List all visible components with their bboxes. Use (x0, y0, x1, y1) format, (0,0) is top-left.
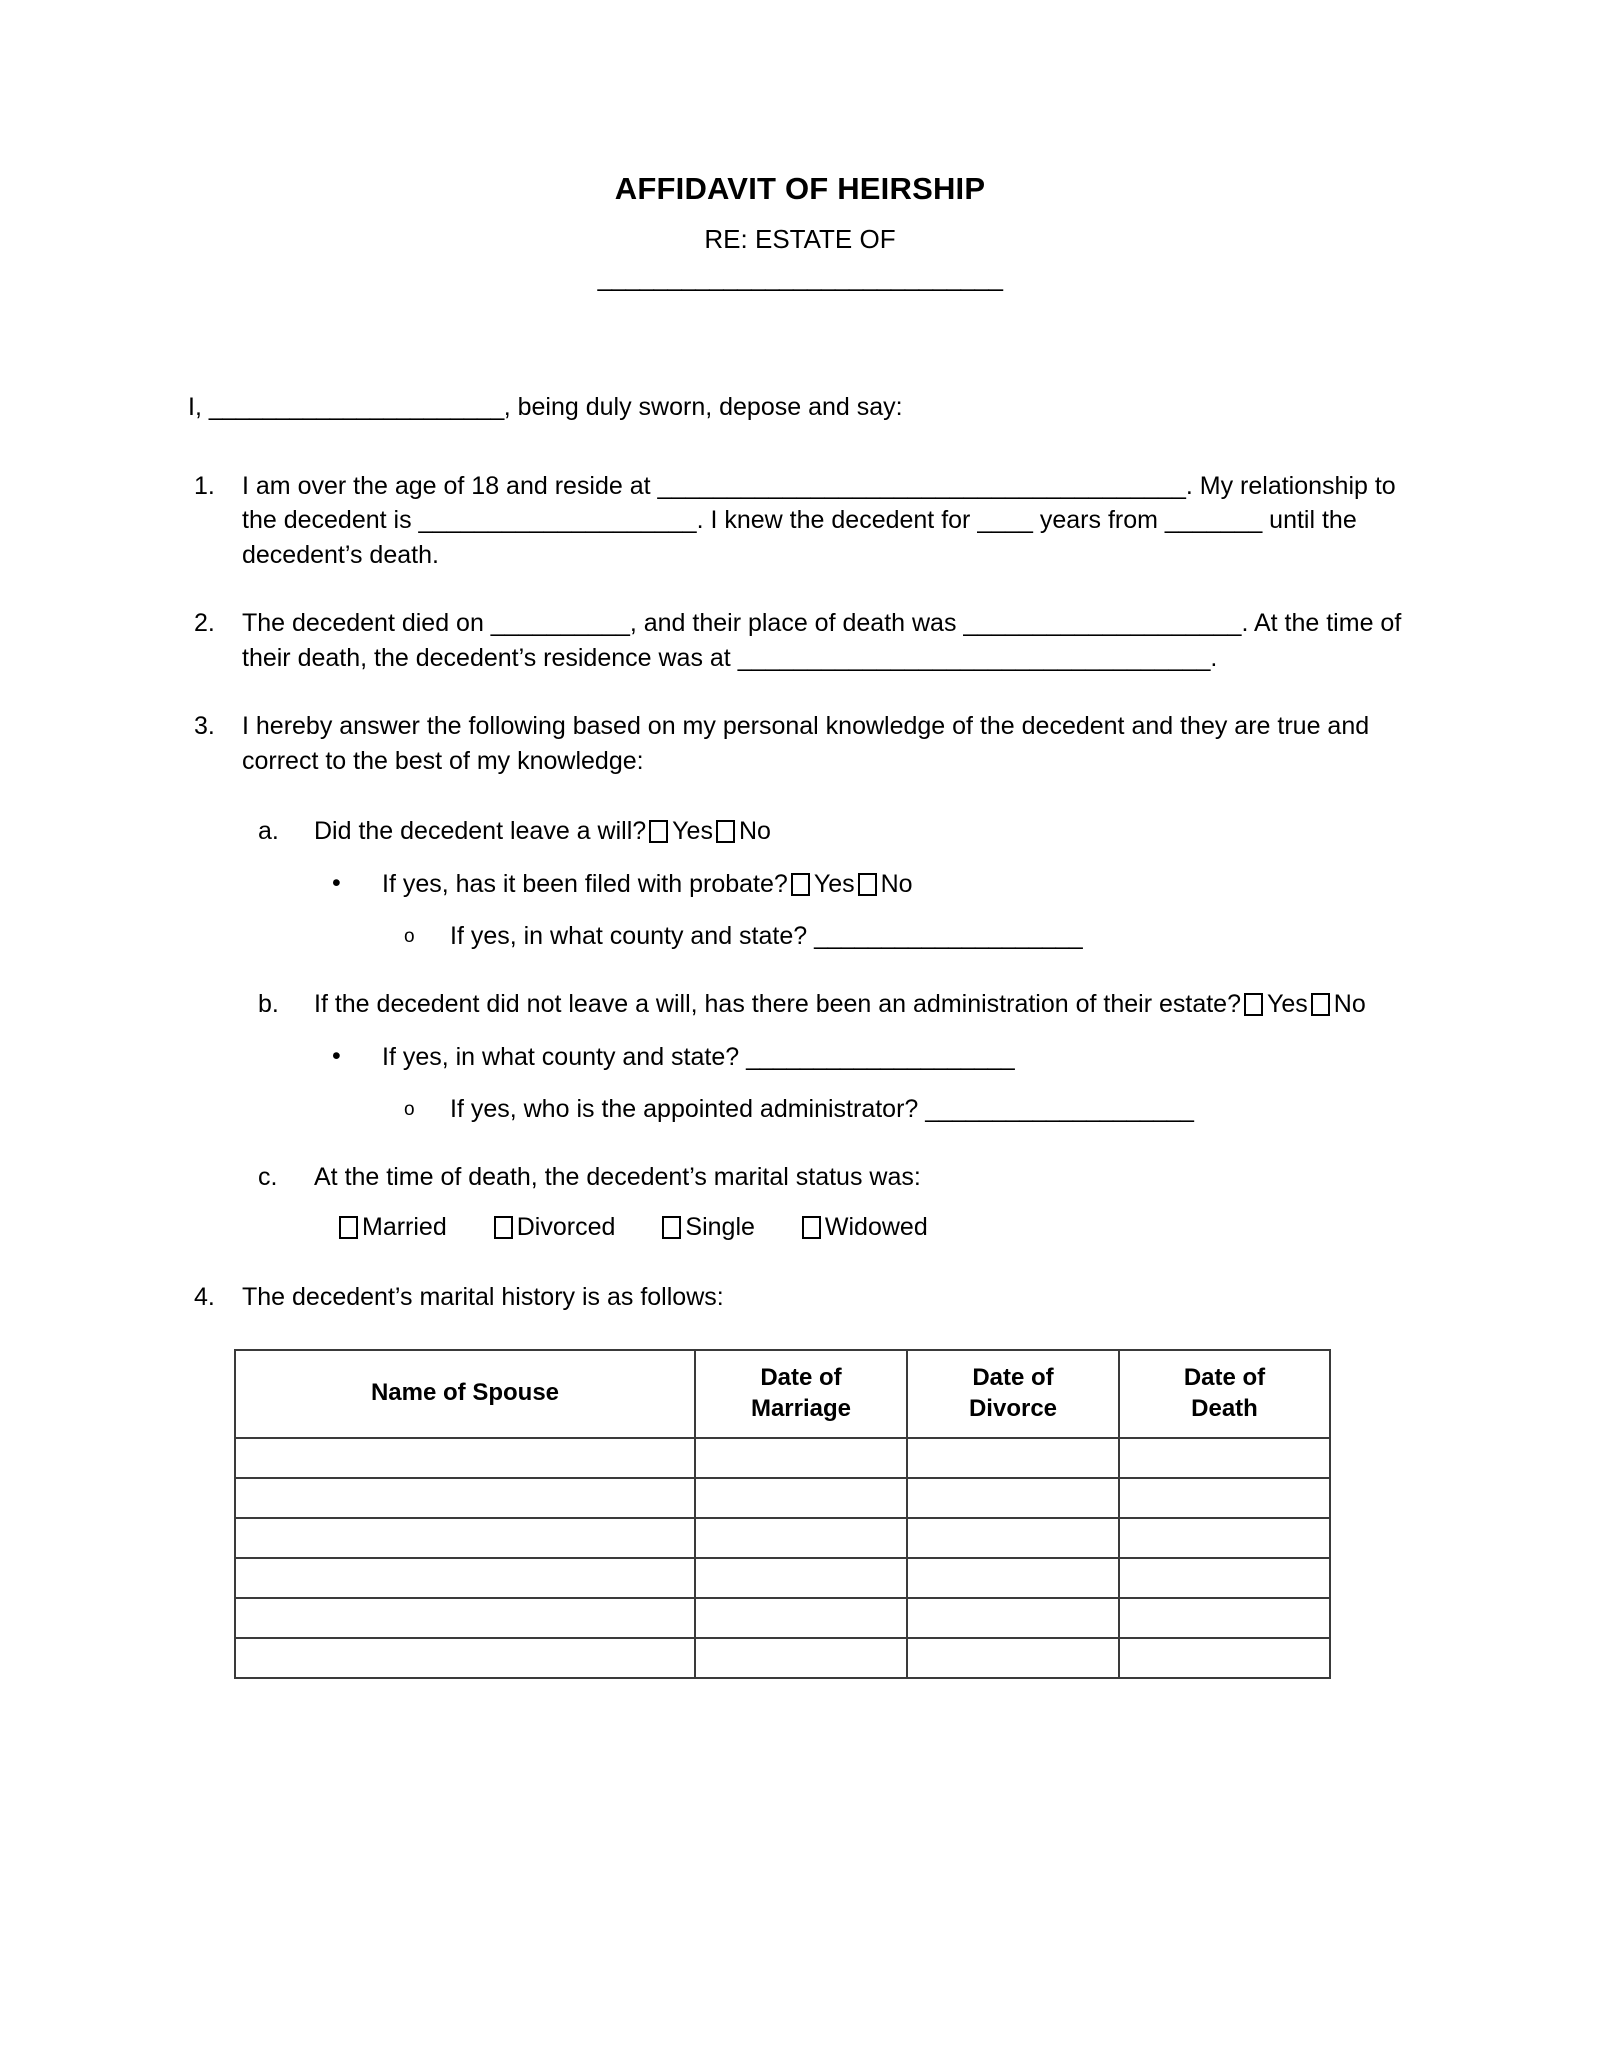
probate-filed-text: If yes, has it been filed with probate? (382, 870, 788, 899)
cell-date-marriage[interactable] (695, 1598, 907, 1638)
cell-date-divorce[interactable] (907, 1558, 1119, 1598)
cell-date-marriage[interactable] (695, 1438, 907, 1478)
cell-date-death[interactable] (1119, 1518, 1330, 1558)
cell-spouse-name[interactable] (235, 1558, 695, 1598)
table-row (235, 1518, 1330, 1558)
table-header (235, 1350, 1330, 1438)
sub-question-a-text: Did the decedent leave a will? (314, 817, 647, 846)
single-checkbox[interactable] (662, 1216, 681, 1239)
item-3-marker: 3. (194, 712, 215, 741)
cell-date-death[interactable] (1119, 1478, 1330, 1518)
column-header-death-line-1: Date of (1183, 1364, 1266, 1392)
widowed-label: Widowed (824, 1213, 928, 1242)
table-header-row (235, 1350, 1330, 1438)
probate-yes-checkbox[interactable] (791, 873, 810, 896)
cell-date-marriage[interactable] (695, 1478, 907, 1518)
probate-no-label: No (880, 870, 913, 899)
probate-bullet-list (314, 866, 1420, 955)
table-row (235, 1438, 1330, 1478)
circle-bullet-icon: o (404, 925, 415, 947)
bullet-icon: • (332, 869, 341, 898)
cell-date-divorce[interactable] (907, 1438, 1119, 1478)
administration-no-label: No (1333, 990, 1366, 1019)
divorced-label: Divorced (516, 1213, 616, 1242)
marital-status-option-divorced[interactable] (491, 1208, 616, 1246)
item-2-marker: 2. (194, 609, 215, 638)
administrator-list (382, 1091, 1420, 1129)
table-row (235, 1558, 1330, 1598)
item-1-text: I am over the age of 18 and reside at ______________________________________. My relationship to the decedent is ____________________. I knew the decedent for ____ years from _______ until the decedent’s death. (242, 471, 1396, 569)
numbered-items-list (180, 469, 1420, 1315)
item-2-text: The decedent died on __________, and their place of death was ____________________. At the time of their death, the decedent’s residence was at __________________________________. (242, 609, 1402, 672)
probate-county-blank[interactable]: ____________________ (814, 921, 1083, 950)
cell-spouse-name[interactable] (235, 1438, 695, 1478)
table-row (235, 1638, 1330, 1678)
marital-status-option-widowed[interactable] (799, 1208, 928, 1246)
probate-filed-question (314, 866, 1420, 955)
probate-county-question (382, 918, 1420, 956)
marital-history-table (234, 1349, 1331, 1679)
administration-no-checkbox[interactable] (1311, 993, 1330, 1016)
table-row (235, 1598, 1330, 1638)
cell-date-divorce[interactable] (907, 1518, 1119, 1558)
column-header-marriage-line-2: Marriage (750, 1394, 852, 1422)
administration-county-blank[interactable]: ____________________ (746, 1043, 1015, 1072)
sub-question-b-marker: b. (258, 990, 279, 1019)
marital-history-table-wrapper (234, 1349, 1420, 1679)
widowed-checkbox[interactable] (802, 1216, 821, 1239)
marital-status-option-single[interactable] (659, 1208, 755, 1246)
administration-yes-label: Yes (1266, 990, 1308, 1019)
intro-prefix: I, (188, 393, 209, 422)
list-item-1 (180, 469, 1420, 573)
column-header-divorce-line-1: Date of (972, 1364, 1054, 1392)
item-4-text: The decedent’s marital history is as follows: (242, 1283, 724, 1312)
cell-date-marriage[interactable] (695, 1638, 907, 1678)
sub-question-a-marker: a. (258, 817, 279, 846)
cell-date-divorce[interactable] (907, 1638, 1119, 1678)
affiant-intro-line (180, 391, 1420, 425)
estate-name-blank[interactable]: _____________________________ (597, 262, 1003, 293)
married-label: Married (362, 1213, 447, 1242)
column-header-date-of-divorce (907, 1350, 1119, 1438)
item-3-text: I hereby answer the following based on my personal knowledge of the decedent and they are true and correct to the best of my knowledge: (242, 712, 1370, 775)
item-4-marker: 4. (194, 1283, 215, 1312)
probate-county-list (382, 918, 1420, 956)
marital-status-option-married[interactable] (336, 1208, 447, 1246)
cell-date-divorce[interactable] (907, 1478, 1119, 1518)
cell-date-death[interactable] (1119, 1598, 1330, 1638)
administrator-name-blank[interactable]: ____________________ (925, 1094, 1194, 1123)
sub-question-c-text: At the time of death, the decedent’s marital status was: (314, 1163, 921, 1192)
marital-status-options (314, 1208, 1420, 1246)
circle-bullet-icon: o (404, 1098, 415, 1120)
table-body (235, 1438, 1330, 1678)
sub-question-a (242, 812, 1420, 955)
column-header-marriage-line-1: Date of (760, 1364, 842, 1392)
page-title: AFFIDAVIT OF HEIRSHIP (614, 171, 986, 206)
column-header-date-of-death (1119, 1350, 1330, 1438)
sub-question-c (242, 1158, 1420, 1246)
will-no-label: No (738, 817, 771, 846)
affiant-name-blank[interactable]: ______________________ (208, 393, 504, 422)
cell-date-divorce[interactable] (907, 1598, 1119, 1638)
list-item-3 (180, 709, 1420, 1246)
sub-questions-list (242, 812, 1420, 1246)
probate-no-checkbox[interactable] (858, 873, 877, 896)
will-yes-checkbox[interactable] (649, 820, 668, 843)
cell-date-death[interactable] (1119, 1438, 1330, 1478)
administration-bullet-list (314, 1039, 1420, 1128)
document-sheet (180, 0, 1420, 1679)
cell-date-marriage[interactable] (695, 1518, 907, 1558)
administration-yes-checkbox[interactable] (1244, 993, 1263, 1016)
cell-spouse-name[interactable] (235, 1598, 695, 1638)
administration-county-question (314, 1039, 1420, 1128)
administrator-question (382, 1091, 1420, 1129)
probate-yes-label: Yes (813, 870, 855, 899)
divorced-checkbox[interactable] (494, 1216, 513, 1239)
document-subtitle: RE: ESTATE OF (704, 223, 896, 254)
sub-question-b (242, 985, 1420, 1128)
cell-spouse-name[interactable] (235, 1638, 695, 1678)
column-header-name-of-spouse (235, 1350, 695, 1438)
sub-question-b-text: If the decedent did not leave a will, has there been an administration of their estate? (314, 990, 1241, 1019)
table-row (235, 1478, 1330, 1518)
probate-county-text: If yes, in what county and state? (450, 921, 808, 950)
item-1-marker: 1. (194, 471, 215, 500)
will-no-checkbox[interactable] (716, 820, 735, 843)
cell-date-death[interactable] (1119, 1558, 1330, 1598)
cell-spouse-name[interactable] (235, 1478, 695, 1518)
will-yes-label: Yes (672, 817, 713, 846)
intro-suffix: , being duly sworn, depose and say: (503, 393, 903, 422)
married-checkbox[interactable] (339, 1216, 358, 1239)
administration-county-text: If yes, in what county and state? (382, 1043, 740, 1072)
sub-question-c-marker: c. (258, 1163, 278, 1192)
list-item-2 (180, 606, 1420, 675)
column-header-divorce-line-2: Divorce (968, 1394, 1058, 1422)
bullet-icon: • (332, 1042, 341, 1071)
cell-date-marriage[interactable] (695, 1558, 907, 1598)
single-label: Single (685, 1213, 755, 1242)
administrator-text: If yes, who is the appointed administrator? (450, 1094, 919, 1123)
cell-date-death[interactable] (1119, 1638, 1330, 1678)
column-header-name-line-1: Name of Spouse (370, 1379, 560, 1407)
cell-spouse-name[interactable] (235, 1518, 695, 1558)
column-header-death-line-2: Death (1191, 1394, 1258, 1422)
column-header-date-of-marriage (695, 1350, 907, 1438)
list-item-4 (180, 1280, 1420, 1315)
